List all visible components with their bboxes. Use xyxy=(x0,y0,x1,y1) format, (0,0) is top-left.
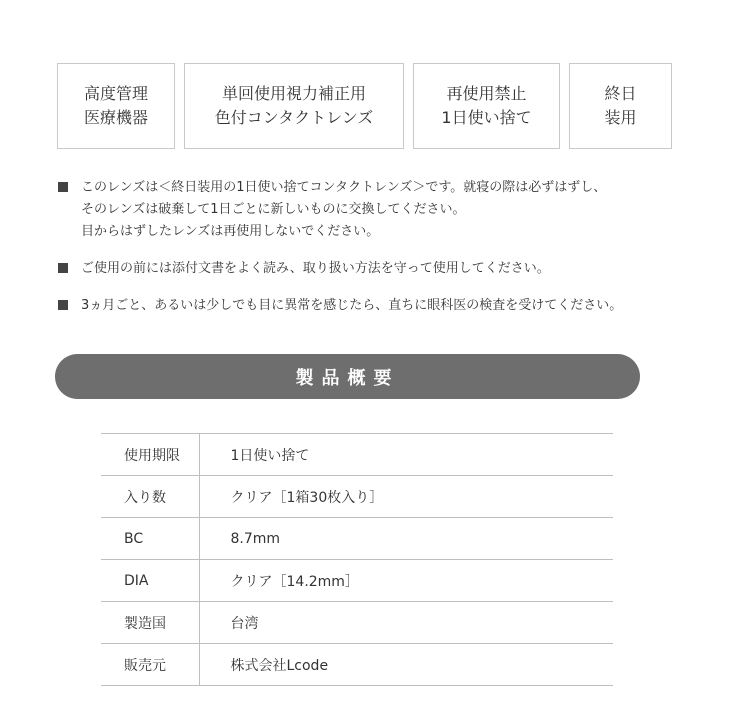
note-line: そのレンズは破棄して1日ごとに新しいものに交換してください。 xyxy=(81,202,466,217)
table-row xyxy=(101,602,613,644)
spec-value: 株式会社Lcode xyxy=(199,644,613,686)
spec-key: 製造国 xyxy=(101,602,199,644)
spec-key: 入り数 xyxy=(101,476,199,518)
badge-line: 高度管理 xyxy=(83,84,148,103)
square-bullet-icon xyxy=(58,263,68,273)
spec-value: クリア［1箱30枚入り］ xyxy=(199,476,613,518)
table-row xyxy=(101,518,613,560)
badge-line: 1日使い捨て xyxy=(441,108,532,127)
spec-value: 台湾 xyxy=(199,602,613,644)
note-item xyxy=(57,177,722,243)
spec-value: 8.7mm xyxy=(199,518,613,560)
table-row xyxy=(101,476,613,518)
note-item xyxy=(57,258,722,280)
square-bullet-icon xyxy=(58,182,68,192)
spec-value: クリア［14.2mm］ xyxy=(199,560,613,602)
badge-row xyxy=(57,63,730,151)
note-line: 目からはずしたレンズは再使用しないでください。 xyxy=(81,224,380,239)
note-line: 3ヵ月ごと、あるいは少しでも目に異常を感じたら、直ちに眼科医の検査を受けてください。 xyxy=(81,298,623,313)
section-title: 製品概要 xyxy=(295,367,400,389)
spec-key: BC xyxy=(101,518,199,560)
spec-key: 使用期限 xyxy=(101,434,199,476)
note-line: このレンズは＜終日装用の1日使い捨てコンタクトレンズ＞です。就寝の際は必ずはずし、 xyxy=(81,180,607,195)
spec-value: 1日使い捨て xyxy=(199,434,613,476)
badge-medical-device xyxy=(57,63,175,149)
badge-daily-wear xyxy=(569,63,672,149)
note-item xyxy=(57,295,722,317)
badge-line: 単回使用視力補正用 xyxy=(221,84,366,103)
badge-line: 医療機器 xyxy=(83,108,148,127)
table-row xyxy=(101,560,613,602)
table-row xyxy=(101,434,613,476)
spec-key: DIA xyxy=(101,560,199,602)
square-bullet-icon xyxy=(58,300,68,310)
badge-lens-type xyxy=(184,63,404,149)
badge-line: 色付コンタクトレンズ xyxy=(214,108,374,127)
spec-table xyxy=(101,433,613,686)
badge-no-reuse xyxy=(413,63,560,149)
badge-line: 再使用禁止 xyxy=(446,84,527,103)
table-row xyxy=(101,644,613,686)
spec-key: 販売元 xyxy=(101,644,199,686)
badge-line: 装用 xyxy=(604,108,637,127)
section-banner xyxy=(55,354,640,399)
caution-notes xyxy=(57,177,722,317)
badge-line: 終日 xyxy=(604,84,637,103)
note-line: ご使用の前には添付文書をよく読み、取り扱い方法を守って使用してください。 xyxy=(81,261,550,276)
